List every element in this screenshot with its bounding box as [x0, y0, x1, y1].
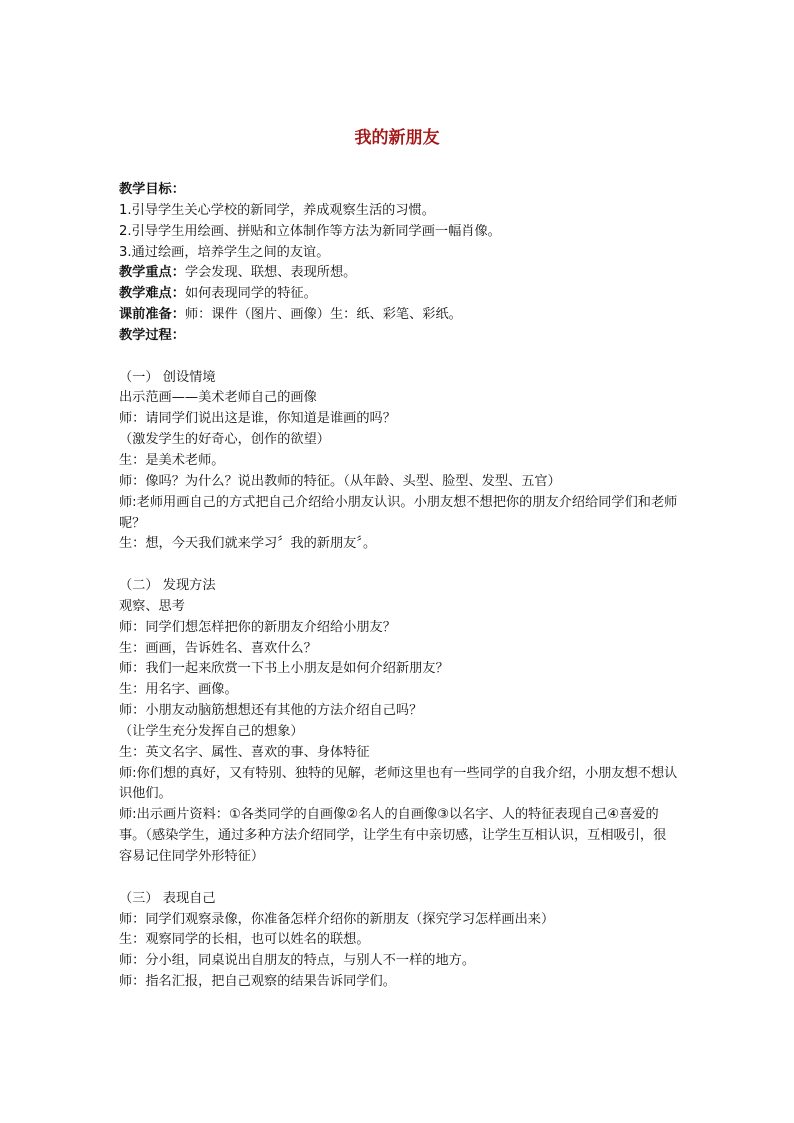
section1-line: 生：想，今天我们就来学习〞我的新朋友〞。	[119, 536, 377, 552]
section2-line: 生：画画，告诉姓名、喜欢什么？	[119, 640, 317, 656]
difficulty-line	[119, 284, 679, 305]
document-body	[119, 180, 679, 993]
spacer	[119, 868, 679, 889]
spacer	[119, 555, 679, 576]
section1-line: 师：请同学们说出这是谁，你知道是谁画的吗？	[119, 411, 396, 427]
key-point-line	[119, 263, 679, 284]
section1-line: 出示范画——美术老师自己的画像	[119, 390, 317, 406]
key-point-text: 学会发现、联想、表现所想。	[184, 265, 357, 281]
objective-item-1: 1.引导学生关心学校的新同学，养成观察生活的习惯。	[119, 202, 435, 218]
section3-line: 师：指名汇报，把自己观察的结果告诉同学们。	[119, 974, 396, 990]
preparation-label: 课前准备：	[119, 307, 185, 323]
preparation-text: 师：课件（图片、画像）生：纸、彩笔、彩纸。	[184, 307, 462, 323]
section2-line: 观察、思考	[119, 598, 185, 614]
preparation-line	[119, 305, 679, 326]
section2-line: 师：同学们想怎样把你的新朋友介绍给小朋友？	[119, 619, 396, 635]
section2-line: （让学生充分发挥自己的想象）	[119, 723, 304, 739]
objective-item-2: 2.引导学生用绘画、拼贴和立体制作等方法为新同学画一幅肖像。	[119, 223, 501, 239]
section2-line: 师:出示画片资料：①各类同学的自画像②名人的自画像③以名字、人的特征表现自己④喜爱的事。（感染学生，通过多种方法介绍同学，让学生有中亲切感，让学生互相认识，互相吸引，很容易记住同学外形特征）	[119, 807, 667, 864]
section-heading-1: （一） 创设情境	[119, 369, 216, 385]
difficulty-text: 如何表现同学的特征。	[184, 286, 317, 302]
objectives-heading: 教学目标：	[119, 182, 185, 197]
section3-line: 师：同学们观察录像，你准备怎样介绍你的新朋友（探究学习怎样画出来）	[119, 911, 555, 927]
section2-line: 师:你们想的真好，又有特别、独特的见解，老师这里也有一些同学的自我介绍，小朋友想不想认识他们。	[119, 765, 678, 802]
process-heading: 教学过程：	[119, 327, 185, 343]
section1-line: 师：像吗？为什么？说出教师的特征。（从年龄、头型、脸型、发型、五官）	[119, 473, 561, 489]
section1-line: 师:老师用画自己的方式把自己介绍给小朋友认识。小朋友想不想把你的朋友介绍给同学们和老师呢？	[119, 494, 678, 531]
section3-line: 师：分小组，同桌说出自朋友的特点，与别人不一样的地方。	[119, 953, 476, 969]
key-point-label: 教学重点：	[119, 265, 185, 281]
section1-line: （激发学生的好奇心，创作的欲望）	[119, 432, 330, 448]
section-heading-2: （二） 发现方法	[119, 578, 216, 594]
section2-line: 生：用名字、画像。	[119, 682, 238, 698]
page-title: 我的新朋友	[354, 128, 440, 148]
spacer	[119, 347, 679, 368]
section1-line: 生：是美术老师。	[119, 452, 225, 468]
section2-line: 师：我们一起来欣赏一下书上小朋友是如何介绍新朋友？	[119, 661, 449, 677]
section-heading-3: （三） 表现自己	[119, 890, 216, 906]
section2-line: 师：小朋友动脑筋想想还有其他的方法介绍自己吗？	[119, 703, 423, 719]
difficulty-label: 教学难点：	[119, 286, 185, 302]
objective-item-3: 3.通过绘画，培养学生之间的友谊。	[119, 244, 330, 260]
section3-line: 生：观察同学的长相，也可以姓名的联想。	[119, 932, 370, 948]
section2-line: 生：英文名字、属性、喜欢的事、身体特征	[119, 744, 370, 760]
